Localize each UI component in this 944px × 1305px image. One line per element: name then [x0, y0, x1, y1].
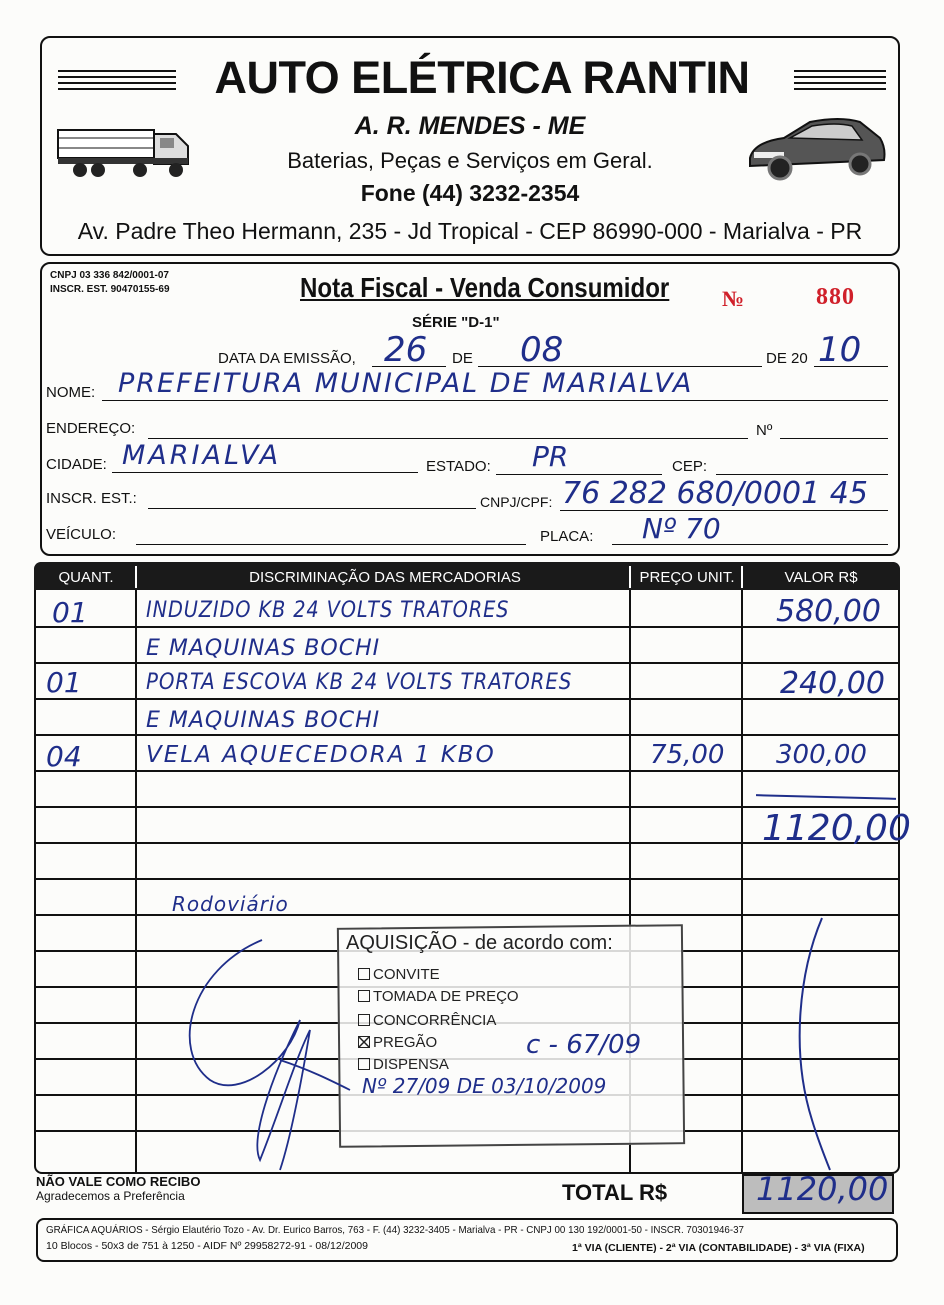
item-value: 300,00 — [776, 740, 867, 770]
option-dispensa: DISPENSA — [358, 1056, 449, 1073]
inscr-line: INSCR. EST. 90470155-69 — [50, 284, 170, 295]
de-label: DE — [452, 350, 473, 367]
cnpj-cpf-label: CNPJ/CPF: — [480, 494, 553, 510]
placa-value: Nº 70 — [642, 512, 721, 545]
stamp-title: AQUISIÇÃO - de acordo com: — [346, 932, 613, 954]
option-concorrencia: CONCORRÊNCIA — [358, 1012, 496, 1029]
company-name: AUTO ELÉTRICA RANTIN — [214, 52, 750, 103]
col-quant-header: QUANT. — [58, 569, 114, 586]
option-pregao: PREGÃO — [358, 1034, 437, 1051]
estado-value: PR — [532, 440, 569, 473]
blocks-info: 10 Blocos - 50x3 de 751 à 1250 - AIDF Nº 29958272-91 - 08/12/2009 — [46, 1240, 368, 1252]
signature — [150, 910, 910, 1180]
estado-label: ESTADO: — [426, 458, 491, 475]
placa-label: PLACA: — [540, 528, 594, 545]
customer-section — [40, 262, 900, 556]
address: Av. Padre Theo Hermann, 235 - Jd Tropical - CEP 86990-000 - Marialva - PR — [77, 218, 863, 244]
option-convite: CONVITE — [358, 966, 440, 983]
item-desc: INDUZIDO KB 24 VOLTS TRATORES — [146, 598, 510, 623]
pregao-reference: c - 67/09 — [526, 1030, 642, 1060]
shipping-note: Rodoviário — [172, 892, 289, 916]
item-qty: 01 — [46, 666, 82, 699]
date-year: 10 — [818, 330, 862, 370]
item-value: 580,00 — [776, 594, 881, 629]
cep-label: CEP: — [672, 458, 708, 475]
printer-info: GRÁFICA AQUÁRIOS - Sérgio Elautério Tozo - Av. Dr. Eurico Barros, 763 - F. (44) 3232-3405 - Marialva - PR - CNPJ 00 130 192/0001-50 - INSCR. 70301946-37 — [46, 1224, 744, 1236]
cnpj-line: CNPJ 03 336 842/0001-07 — [50, 270, 169, 281]
endereco-label: ENDEREÇO: — [46, 420, 136, 437]
option-tomada-de-preco: TOMADA DE PREÇO — [358, 988, 519, 1005]
item-desc: PORTA ESCOVA KB 24 VOLTS TRATORES — [146, 670, 573, 695]
company-header — [40, 36, 900, 256]
total-value: 1120,00 — [756, 1170, 889, 1208]
inscr-est-label: INSCR. EST.: — [46, 490, 137, 507]
nome-value: PREFEITURA MUNICIPAL DE MARIALVA — [118, 368, 694, 399]
item-unit-price: 75,00 — [650, 740, 725, 770]
numero-label: Nº — [756, 422, 773, 439]
item-value: 240,00 — [780, 666, 885, 701]
vias-info: 1ª VIA (CLIENTE) - 2ª VIA (CONTABILIDADE) - 3ª VIA (FIXA) — [572, 1242, 865, 1254]
cidade-label: CIDADE: — [46, 456, 107, 473]
item-desc: E MAQUINAS BOCHI — [146, 636, 381, 661]
date-month: 08 — [520, 330, 564, 370]
tagline: Baterias, Peças e Serviços em Geral. — [287, 148, 653, 173]
cidade-value: MARIALVA — [122, 440, 282, 471]
col-unit-header: PREÇO UNIT. — [639, 569, 735, 586]
veiculo-label: VEÍCULO: — [46, 526, 117, 543]
date-label: DATA DA EMISSÃO, — [218, 350, 356, 367]
year-label: DE 20 — [766, 350, 808, 367]
invoice-number: 880 — [816, 284, 855, 310]
nao-vale-recibo: NÃO VALE COMO RECIBO — [36, 1174, 201, 1189]
col-desc-header: DISCRIMINAÇÃO DAS MERCADORIAS — [249, 569, 521, 586]
document-title: Nota Fiscal - Venda Consumidor — [300, 272, 670, 303]
cnpj-cpf-value: 76 282 680/0001 45 — [562, 476, 868, 511]
date-day: 26 — [384, 330, 428, 370]
number-symbol: № — [722, 286, 745, 311]
total-label: TOTAL R$ — [562, 1180, 668, 1205]
owner-name: A. R. MENDES - ME — [354, 112, 586, 140]
item-qty: 04 — [46, 740, 82, 773]
item-qty: 01 — [52, 596, 88, 629]
col-value-header: VALOR R$ — [784, 569, 858, 586]
nome-label: NOME: — [46, 384, 96, 401]
item-desc: E MAQUINAS BOCHI — [146, 708, 381, 733]
phone: Fone (44) 3232-2354 — [360, 180, 580, 206]
serie-label: SÉRIE "D-1" — [412, 314, 500, 331]
agradecemos: Agradecemos a Preferência — [36, 1189, 185, 1203]
subtotal-value: 1120,00 — [762, 808, 911, 849]
item-desc: VELA AQUECEDORA 1 KBO — [146, 742, 496, 768]
stamp-number-line: Nº 27/09 DE 03/10/2009 — [362, 1074, 607, 1098]
